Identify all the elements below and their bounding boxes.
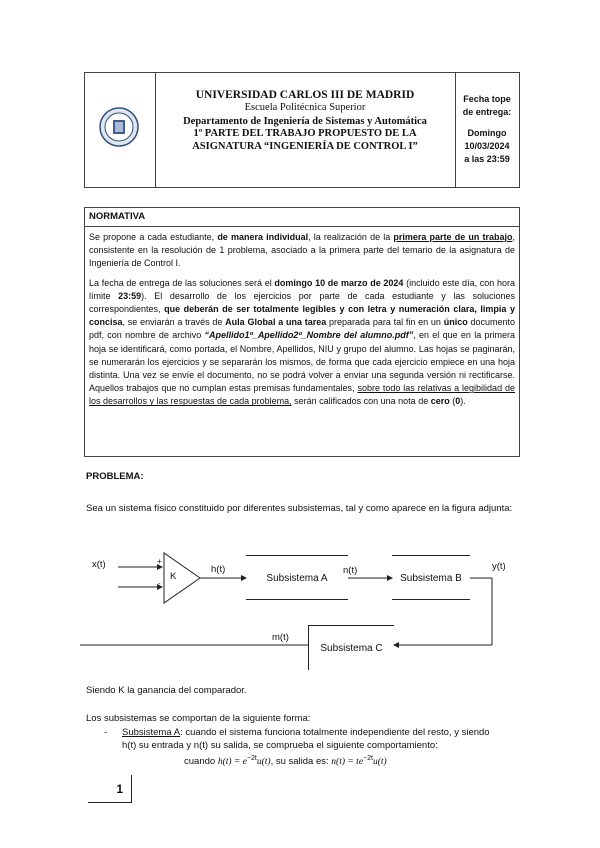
label-n: n(t) <box>343 565 358 576</box>
label-minus: - <box>158 579 161 588</box>
header-table <box>84 72 520 188</box>
siendo-text: Siendo K la ganancia del comparador. <box>86 685 247 696</box>
label-plus: + <box>157 557 162 566</box>
label-k: K <box>170 571 177 582</box>
problema-title: PROBLEMA: <box>86 471 144 482</box>
normativa-paragraph-2: La fecha de entrega de las soluciones será el domingo 10 de marzo de 2024 (incluido este día, con hora límite 23:59). El desarrollo de los ejercicios por parte de cada estudiante y las soluciones correspondientes, que deberán de ser totalmente legibles y con letra y numeración clara, limpia y concisa, se enviarán a través de Aula Global a una tarea preparada para tal fin en un único documento pdf, con nombre de archivo “Apellido1º_Apellido2º_Nombre del alumno.pdf”, en el que en la primera hoja se identificará, como portada, el Nombre, Apellidos, NIU y grupo del alumno. Las hojas se paginarán, se numerarán los ejercicios y se separarán los mismos, de forma que cada ejercicio empiece en una hoja distinta. Una vez se envíe el documento, no se podrá volver a enviar una segunda versión ni rectificarse. Aquellos trabajos que no cumplan estas premisas fundamentales, sobre todo las relativas a legibilidad de los desarrollos y las respuestas de cada problema, serán calificados con una nota de cero (0). <box>89 277 515 407</box>
due-label-1: Fecha tope <box>463 94 511 104</box>
due-day: Domingo <box>467 128 507 138</box>
subsistema-b-block: Subsistema B <box>392 555 470 600</box>
label-h: h(t) <box>211 564 226 575</box>
problema-intro: Sea un sistema físico constituido por diferentes subsistemas, tal y como aparece en la figura adjunta: <box>86 503 513 514</box>
assignment-title-line1: 1º PARTE DEL TRABAJO PROPUESTO DE LA <box>193 128 417 139</box>
comportan-text: Los subsistemas se comportan de la siguiente forma: <box>86 713 311 724</box>
normativa-body <box>85 227 519 409</box>
due-label-2: de entrega: <box>462 107 512 117</box>
subsistema-a-block: Subsistema A <box>246 555 348 600</box>
label-y: y(t) <box>492 561 506 572</box>
bullet-dash: - <box>104 727 108 738</box>
logo-cell <box>85 73 156 187</box>
header-title-cell <box>155 73 456 187</box>
page-number: 1 <box>88 775 132 803</box>
label-x: x(t) <box>92 559 106 570</box>
subsistema-a-desc-2: h(t) su entrada y n(t) su salida, se comprueba el siguiente comportamiento: <box>122 740 438 751</box>
normativa-title: NORMATIVA <box>85 208 519 227</box>
label-m: m(t) <box>272 632 289 643</box>
normativa-box <box>84 207 520 457</box>
formula-line: cuando $h(t) = e^{-2t}u(t)$, su salida es: $n(t) = te^{-2t}u(t)$ <box>184 755 387 768</box>
assignment-title-line2: ASIGNATURA “INGENIERÍA DE CONTROL I” <box>192 141 418 152</box>
university-seal-icon <box>99 107 139 147</box>
due-date-cell <box>455 73 519 187</box>
subsistema-a-desc: Subsistema A: cuando el sistema funciona totalmente independiente del resto, y siendo <box>122 727 490 738</box>
due-date: 10/03/2024 <box>464 141 510 151</box>
university-name: UNIVERSIDAD CARLOS III DE MADRID <box>195 89 415 101</box>
due-time: a las 23:59 <box>464 154 510 164</box>
department-name: Departamento de Ingeniería de Sistemas y Automática <box>183 116 427 127</box>
normativa-paragraph-1: Se propone a cada estudiante, de manera individual, la realización de la primera parte de un trabajo, consistente en la resolución de 1 problema, asociado a la primera parte del temario de la asignatura de Ingeniería de Control I. <box>89 232 516 269</box>
school-name: Escuela Politécnica Superior <box>244 102 366 113</box>
subsistema-c-block: Subsistema C <box>308 625 394 670</box>
